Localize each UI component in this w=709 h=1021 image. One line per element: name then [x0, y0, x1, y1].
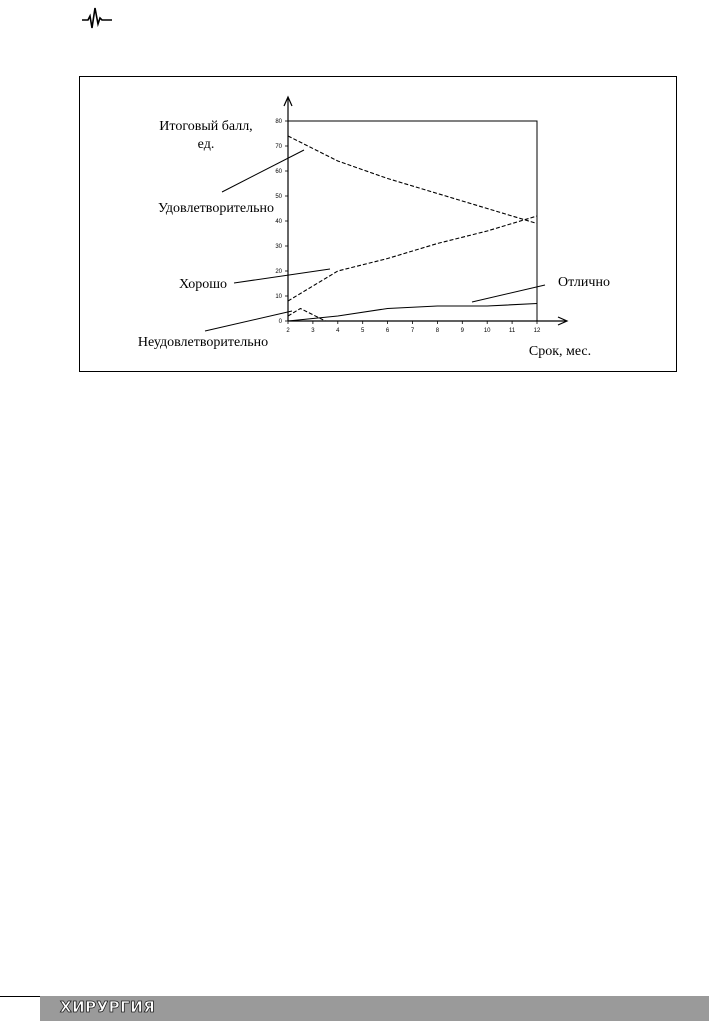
x-tick-label: 8	[435, 328, 440, 334]
annotation-neudovletvoritelno: Неудовлетворительно	[137, 335, 269, 350]
plot-box	[288, 121, 537, 321]
x-tick-label: 9	[460, 328, 464, 334]
y-tick-label: 30	[275, 244, 282, 250]
x-tick-label: 4	[336, 328, 340, 334]
annotation-udovletvoritelno: Удовлетворительно	[157, 201, 275, 216]
leader-line-otlichno	[472, 285, 545, 302]
x-tick-label: 2	[286, 328, 290, 334]
annotation-khorosho: Хорошо	[178, 277, 228, 292]
y-tick-label: 40	[275, 219, 282, 225]
y-tick-label: 70	[275, 144, 282, 150]
line-chart	[0, 0, 709, 400]
journal-title: ХИРУРГИЯ	[60, 998, 156, 1016]
y-tick-label: 10	[275, 294, 282, 300]
x-axis-label: Срок, мес.	[528, 344, 592, 359]
x-tick-label: 7	[410, 328, 415, 334]
series-line-khorosho	[288, 216, 537, 301]
y-axis-label-line-1: Итоговый балл,	[159, 119, 253, 134]
annotation-otlichno: Отлично	[558, 275, 610, 290]
y-tick-label: 0	[278, 319, 282, 325]
x-tick-label: 6	[385, 328, 390, 334]
x-tick-label: 12	[533, 328, 541, 334]
leader-line-udovletvoritelno	[222, 150, 304, 192]
y-tick-label: 20	[275, 269, 282, 275]
y-tick-label: 60	[275, 169, 282, 175]
y-tick-label: 50	[275, 194, 282, 200]
y-tick-label: 80	[275, 119, 282, 125]
series-line-otlichno	[288, 304, 537, 322]
footer-rule	[0, 996, 40, 997]
series-line-udovletvoritelno	[288, 136, 537, 224]
x-tick-label: 11	[508, 328, 516, 334]
x-tick-label: 3	[311, 328, 315, 334]
leader-line-khorosho	[234, 269, 330, 283]
x-tick-label: 5	[361, 328, 365, 334]
x-tick-label: 10	[483, 328, 491, 334]
y-axis-label-line-2: ед.	[197, 137, 215, 152]
